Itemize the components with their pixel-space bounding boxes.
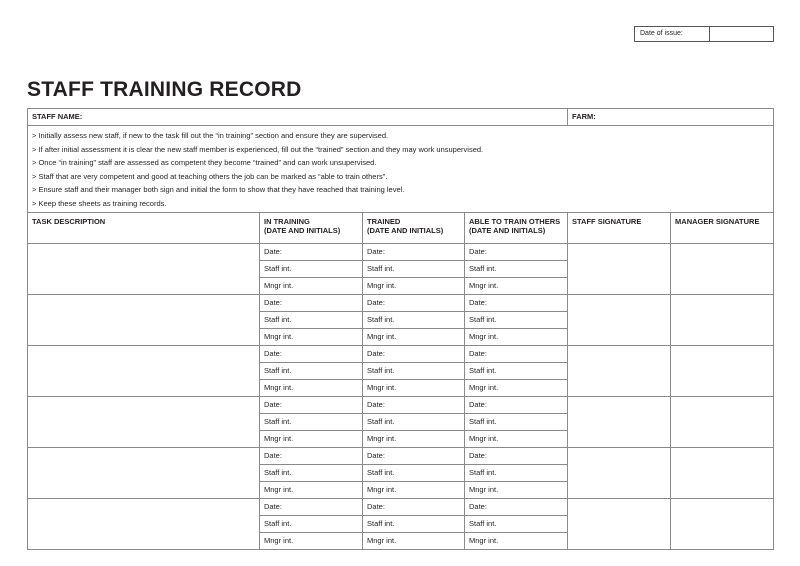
staff-signature-cell[interactable] (568, 499, 671, 550)
task-description-cell[interactable] (28, 244, 260, 295)
trained-date-cell[interactable]: Date: (363, 448, 465, 465)
staff-farm-row (28, 109, 774, 126)
able-to-train-staff-cell[interactable]: Staff int. (465, 414, 568, 431)
task-subrow (28, 295, 774, 312)
trained-date-cell[interactable]: Date: (363, 244, 465, 261)
manager-signature-cell[interactable] (671, 448, 774, 499)
trained-mngr-cell[interactable]: Mngr int. (363, 533, 465, 550)
task-rows (28, 244, 774, 550)
col-in-training-sub: (DATE AND INITIALS) (264, 226, 341, 235)
trained-mngr-cell[interactable]: Mngr int. (363, 278, 465, 295)
trained-staff-cell[interactable]: Staff int. (363, 414, 465, 431)
trained-mngr-cell[interactable]: Mngr int. (363, 329, 465, 346)
in-training-mngr-cell[interactable]: Mngr int. (260, 482, 363, 499)
able-to-train-date-cell[interactable]: Date: (465, 346, 568, 363)
in-training-staff-cell[interactable]: Staff int. (260, 516, 363, 533)
trained-mngr-cell[interactable]: Mngr int. (363, 431, 465, 448)
trained-date-cell[interactable]: Date: (363, 346, 465, 363)
farm-field[interactable] (568, 109, 774, 126)
task-description-cell[interactable] (28, 448, 260, 499)
instruction-item: > Staff that are very competent and good at teaching others the job can be marked as “able to train others”. (32, 170, 769, 184)
able-to-train-mngr-cell[interactable]: Mngr int. (465, 533, 568, 550)
in-training-staff-cell[interactable]: Staff int. (260, 465, 363, 482)
in-training-date-cell[interactable]: Date: (260, 448, 363, 465)
in-training-date-cell[interactable]: Date: (260, 346, 363, 363)
in-training-mngr-cell[interactable]: Mngr int. (260, 431, 363, 448)
able-to-train-mngr-cell[interactable]: Mngr int. (465, 482, 568, 499)
manager-signature-cell[interactable] (671, 499, 774, 550)
able-to-train-mngr-cell[interactable]: Mngr int. (465, 329, 568, 346)
able-to-train-staff-cell[interactable]: Staff int. (465, 465, 568, 482)
in-training-date-cell[interactable]: Date: (260, 244, 363, 261)
in-training-mngr-cell[interactable]: Mngr int. (260, 533, 363, 550)
able-to-train-date-cell[interactable]: Date: (465, 295, 568, 312)
task-subrow (28, 346, 774, 363)
instruction-item: > Initially assess new staff, if new to the task fill out the “in training” section and ensure they are supervised. (32, 129, 769, 143)
in-training-staff-cell[interactable]: Staff int. (260, 363, 363, 380)
farm-label: FARM: (572, 112, 596, 121)
instruction-item: > Ensure staff and their manager both sign and initial the form to show that they have reached that training level. (32, 183, 769, 197)
able-to-train-staff-cell[interactable]: Staff int. (465, 261, 568, 278)
column-header-row (28, 213, 774, 244)
staff-signature-cell[interactable] (568, 295, 671, 346)
in-training-mngr-cell[interactable]: Mngr int. (260, 329, 363, 346)
trained-staff-cell[interactable]: Staff int. (363, 465, 465, 482)
able-to-train-staff-cell[interactable]: Staff int. (465, 363, 568, 380)
instructions-cell (28, 126, 774, 213)
trained-staff-cell[interactable]: Staff int. (363, 516, 465, 533)
task-subrow (28, 244, 774, 261)
col-trained-title: TRAINED (367, 217, 401, 226)
able-to-train-mngr-cell[interactable]: Mngr int. (465, 380, 568, 397)
trained-date-cell[interactable]: Date: (363, 295, 465, 312)
staff-name-label: STAFF NAME: (32, 112, 83, 121)
in-training-date-cell[interactable]: Date: (260, 499, 363, 516)
trained-staff-cell[interactable]: Staff int. (363, 312, 465, 329)
task-description-cell[interactable] (28, 346, 260, 397)
instructions-row (28, 126, 774, 213)
able-to-train-mngr-cell[interactable]: Mngr int. (465, 431, 568, 448)
task-subrow (28, 499, 774, 516)
staff-signature-cell[interactable] (568, 346, 671, 397)
in-training-staff-cell[interactable]: Staff int. (260, 261, 363, 278)
able-to-train-date-cell[interactable]: Date: (465, 244, 568, 261)
able-to-train-date-cell[interactable]: Date: (465, 397, 568, 414)
instruction-item: > Keep these sheets as training records. (32, 197, 769, 211)
task-description-cell[interactable] (28, 397, 260, 448)
manager-signature-cell[interactable] (671, 295, 774, 346)
instructions-list (32, 129, 769, 210)
manager-signature-cell[interactable] (671, 244, 774, 295)
page-title: STAFF TRAINING RECORD (27, 78, 302, 101)
col-able-sub: (DATE AND INITIALS) (469, 226, 546, 235)
date-of-issue-field[interactable] (710, 27, 773, 41)
col-trained (363, 213, 465, 244)
able-to-train-staff-cell[interactable]: Staff int. (465, 312, 568, 329)
staff-signature-cell[interactable] (568, 244, 671, 295)
trained-staff-cell[interactable]: Staff int. (363, 363, 465, 380)
able-to-train-staff-cell[interactable]: Staff int. (465, 516, 568, 533)
instruction-item: > If after initial assessment it is clear the new staff member is experienced, fill out the “trained” section and they may work unsupervised. (32, 143, 769, 157)
able-to-train-mngr-cell[interactable]: Mngr int. (465, 278, 568, 295)
col-manager-signature: MANAGER SIGNATURE (671, 213, 774, 244)
instruction-item: > Once “in training” staff are assessed as competent they become “trained” and can work unsupervised. (32, 156, 769, 170)
col-able-to-train (465, 213, 568, 244)
staff-signature-cell[interactable] (568, 397, 671, 448)
trained-staff-cell[interactable]: Staff int. (363, 261, 465, 278)
col-trained-sub: (DATE AND INITIALS) (367, 226, 444, 235)
in-training-date-cell[interactable]: Date: (260, 397, 363, 414)
in-training-mngr-cell[interactable]: Mngr int. (260, 278, 363, 295)
col-in-training (260, 213, 363, 244)
in-training-staff-cell[interactable]: Staff int. (260, 312, 363, 329)
training-table (27, 108, 774, 550)
task-subrow (28, 397, 774, 414)
task-description-cell[interactable] (28, 295, 260, 346)
trained-date-cell[interactable]: Date: (363, 499, 465, 516)
col-task-description: TASK DESCRIPTION (28, 213, 260, 244)
col-able-title: ABLE TO TRAIN OTHERS (469, 217, 561, 226)
staff-name-field[interactable] (28, 109, 568, 126)
date-of-issue-label: Date of issue: (635, 27, 710, 41)
col-staff-signature: STAFF SIGNATURE (568, 213, 671, 244)
date-of-issue-box (634, 26, 774, 42)
trained-mngr-cell[interactable]: Mngr int. (363, 380, 465, 397)
in-training-mngr-cell[interactable]: Mngr int. (260, 380, 363, 397)
able-to-train-date-cell[interactable]: Date: (465, 448, 568, 465)
manager-signature-cell[interactable] (671, 346, 774, 397)
col-in-training-title: IN TRAINING (264, 217, 310, 226)
able-to-train-date-cell[interactable]: Date: (465, 499, 568, 516)
trained-date-cell[interactable]: Date: (363, 397, 465, 414)
in-training-staff-cell[interactable]: Staff int. (260, 414, 363, 431)
task-description-cell[interactable] (28, 499, 260, 550)
trained-mngr-cell[interactable]: Mngr int. (363, 482, 465, 499)
task-subrow (28, 448, 774, 465)
manager-signature-cell[interactable] (671, 397, 774, 448)
staff-signature-cell[interactable] (568, 448, 671, 499)
in-training-date-cell[interactable]: Date: (260, 295, 363, 312)
